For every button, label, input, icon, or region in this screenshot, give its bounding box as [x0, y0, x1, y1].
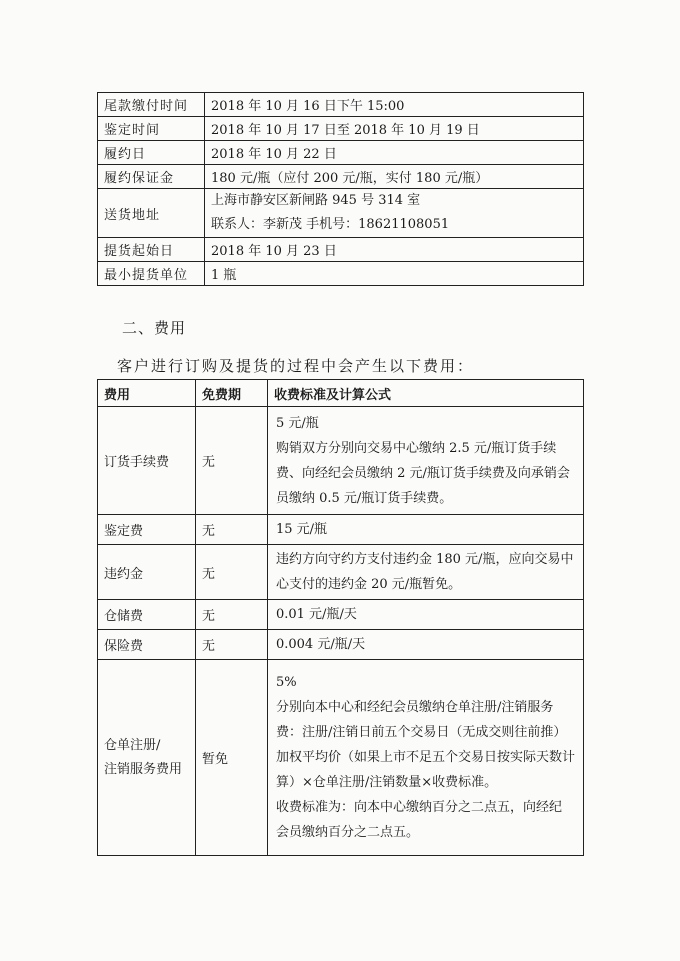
fee-line: 收费标准为：向本中心缴纳百分之二点五，向经纪	[275, 800, 562, 815]
row-label: 尾款缴付时间	[98, 93, 205, 117]
row-value: 180 元/瓶（应付 200 元/瓶，实付 180 元/瓶）	[205, 165, 584, 189]
fee-line: 分别向本中心和经纪会员缴纳仓单注册/注销服务	[275, 700, 554, 715]
fee-table	[97, 379, 584, 856]
contact-line: 联系人：李新茂 手机号：18621108051	[211, 217, 450, 232]
row-value: 2018 年 10 月 22 日	[205, 141, 584, 165]
fee-line: 加权平均价（如果上市不足五个交易日按实际天数计	[275, 750, 575, 765]
fee-line: 违约方向守约方支付违约金 180 元/瓶，应向交易中	[275, 552, 574, 567]
address-line: 上海市静安区新闸路 945 号 314 室	[211, 193, 421, 208]
fee-standard	[267, 407, 583, 515]
row-value: 2018 年 10 月 23 日	[205, 238, 584, 262]
table-row	[98, 545, 584, 600]
table-row	[98, 93, 584, 117]
fee-line: 15 元/瓶	[275, 522, 328, 537]
table-row	[98, 262, 584, 286]
fee-standard	[267, 545, 583, 600]
fee-name: 仓储费	[98, 600, 196, 630]
row-label: 最小提货单位	[98, 262, 205, 286]
table-row	[98, 238, 584, 262]
fee-free-period: 无	[195, 515, 267, 545]
fee-free-period: 无	[195, 600, 267, 630]
row-value: 1 瓶	[205, 262, 584, 286]
fee-name-line: 注销服务费用	[104, 761, 183, 777]
header-free-period: 免费期	[195, 380, 267, 407]
table-row	[98, 407, 584, 515]
fee-line: 算）×仓单注册/注销数量×收费标准。	[275, 775, 498, 790]
row-label: 履约保证金	[98, 165, 205, 189]
intro-paragraph: 客户进行订购及提货的过程中会产生以下费用：	[117, 357, 475, 375]
fee-line: 5 元/瓶	[275, 415, 319, 431]
table-row	[98, 165, 584, 189]
table-row	[98, 630, 584, 660]
header-fee: 费用	[98, 380, 196, 407]
fee-standard	[267, 600, 583, 630]
fee-standard	[267, 515, 583, 545]
fee-name: 保险费	[98, 630, 196, 660]
table-row	[98, 600, 584, 630]
fee-free-period: 无	[195, 630, 267, 660]
row-label: 提货起始日	[98, 238, 205, 262]
fee-standard	[267, 630, 583, 660]
table-header-row	[98, 380, 584, 407]
fee-line: 会员缴纳百分之二点五。	[275, 825, 419, 840]
fee-name	[98, 660, 196, 856]
fee-name: 订货手续费	[98, 407, 196, 515]
row-label: 履约日	[98, 141, 205, 165]
table-row	[98, 117, 584, 141]
fee-line: 购销双方分别向交易中心缴纳 2.5 元/瓶订货手续	[275, 440, 557, 456]
table-row	[98, 189, 584, 238]
fee-free-period: 无	[195, 407, 267, 515]
fee-line: 员缴纳 0.5 元/瓶订货手续费。	[275, 490, 453, 506]
delivery-info-table	[97, 92, 584, 286]
row-value: 2018 年 10 月 17 日至 2018 年 10 月 19 日	[205, 117, 584, 141]
row-label: 送货地址	[98, 189, 205, 238]
row-label: 鉴定时间	[98, 117, 205, 141]
row-value	[205, 189, 584, 238]
fee-line: 费：注册/注销日前五个交易日（无成交则往前推）	[275, 725, 567, 740]
row-value: 2018 年 10 月 16 日下午 15:00	[205, 93, 584, 117]
header-standard: 收费标准及计算公式	[267, 380, 583, 407]
fee-line: 5%	[275, 675, 297, 690]
fee-name: 鉴定费	[98, 515, 196, 545]
fee-line: 0.004 元/瓶/天	[275, 637, 366, 652]
fee-line: 心支付的违约金 20 元/瓶暂免。	[275, 577, 462, 592]
table-row	[98, 141, 584, 165]
fee-free-period: 无	[195, 545, 267, 600]
fee-line: 0.01 元/瓶/天	[275, 607, 357, 622]
fee-standard	[267, 660, 583, 856]
fee-name-line: 仓单注册/	[104, 737, 161, 753]
fee-line: 费、向经纪会员缴纳 2 元/瓶订货手续费及向承销会	[275, 465, 570, 481]
fee-name: 违约金	[98, 545, 196, 600]
fee-free-period: 暂免	[195, 660, 267, 856]
section-heading: 二、费用	[122, 319, 187, 337]
table-row	[98, 515, 584, 545]
table-row	[98, 660, 584, 856]
